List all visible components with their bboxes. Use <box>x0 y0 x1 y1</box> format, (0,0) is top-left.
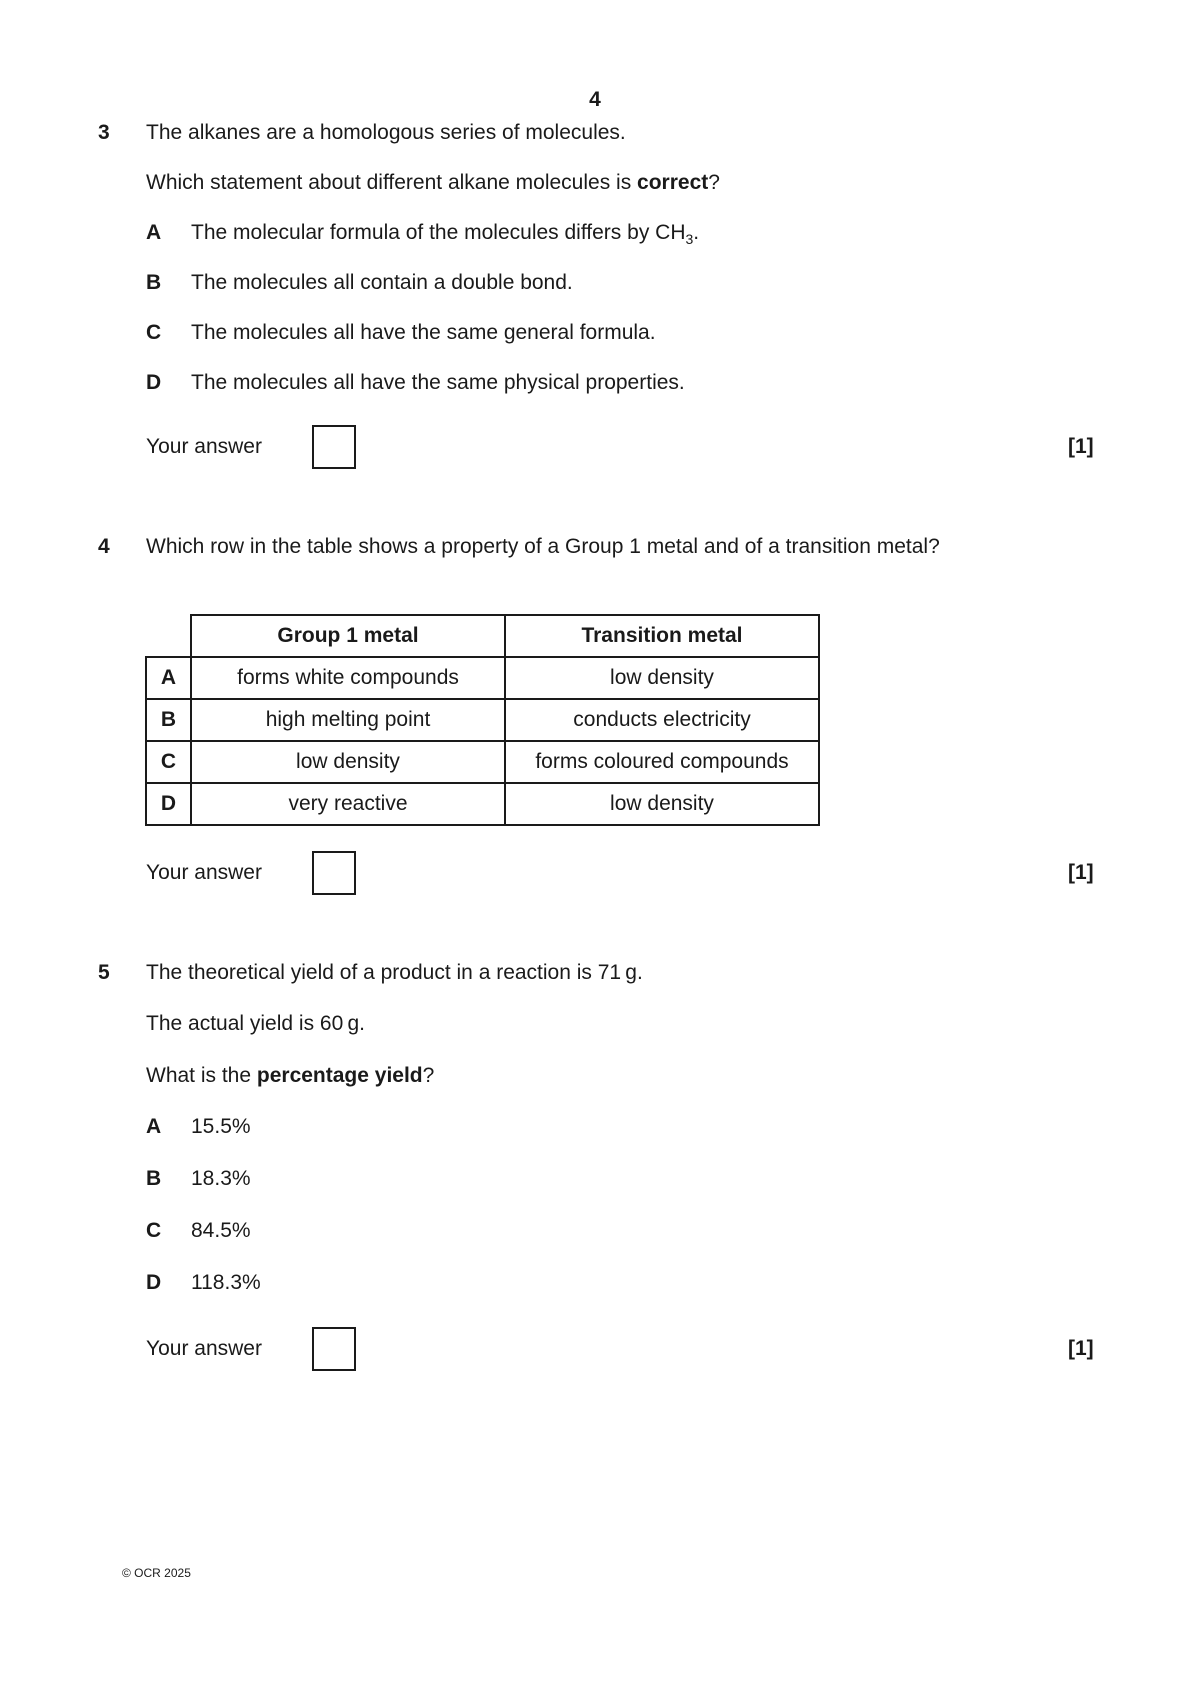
q3-answer-label: Your answer <box>146 435 262 458</box>
row-letter: A <box>146 657 191 699</box>
q5-option-text: 118.3% <box>191 1271 261 1294</box>
q4-marks: [1] <box>1068 861 1094 884</box>
q5-marks: [1] <box>1068 1337 1094 1360</box>
transition-cell: forms coloured compounds <box>505 741 819 783</box>
q4-answer-box[interactable] <box>312 851 356 895</box>
q3-option-letter: B <box>146 271 162 294</box>
row-letter: D <box>146 783 191 825</box>
q3-answer-box[interactable] <box>312 425 356 469</box>
table-header-row <box>146 615 819 657</box>
header-transition: Transition metal <box>505 615 819 657</box>
page-number: 4 <box>589 88 601 111</box>
q5-option-text: 18.3% <box>191 1167 251 1190</box>
metals-table <box>145 614 820 826</box>
group1-cell: very reactive <box>191 783 505 825</box>
q3-option-letter: D <box>146 371 162 394</box>
question-3-number: 3 <box>98 121 110 144</box>
q5-option-text: 15.5% <box>191 1115 251 1138</box>
transition-cell: low density <box>505 657 819 699</box>
row-letter: C <box>146 741 191 783</box>
header-group1: Group 1 metal <box>191 615 505 657</box>
q4-answer-label: Your answer <box>146 861 262 884</box>
q3-option-text: The molecular formula of the molecules differs by $CH_3$. <box>191 221 700 248</box>
q3-marks: [1] <box>1068 435 1094 458</box>
question-5-prompt: What is the percentage yield? <box>146 1064 435 1087</box>
question-3-stem: The alkanes are a homologous series of molecules. <box>146 121 626 144</box>
table-row <box>146 657 819 699</box>
copyright-footer: © OCR 2025 <box>122 1566 191 1580</box>
q5-option-letter: D <box>146 1271 162 1294</box>
table-row <box>146 741 819 783</box>
q5-option-letter: B <box>146 1167 162 1190</box>
row-letter: B <box>146 699 191 741</box>
group1-cell: forms white compounds <box>191 657 505 699</box>
group1-cell: high melting point <box>191 699 505 741</box>
question-3-prompt: Which statement about different alkane molecules is correct? <box>146 171 720 194</box>
question-4-number: 4 <box>98 535 110 558</box>
q3-option-letter: A <box>146 221 162 244</box>
q3-option-text: The molecules all have the same physical properties. <box>191 371 685 394</box>
q5-option-text: 84.5% <box>191 1219 251 1242</box>
transition-cell: conducts electricity <box>505 699 819 741</box>
table-row <box>146 783 819 825</box>
q5-option-letter: C <box>146 1219 162 1242</box>
q3-option-text: The molecules all have the same general formula. <box>191 321 656 344</box>
question-4-stem: Which row in the table shows a property of a Group 1 metal and of a transition metal? <box>146 535 940 558</box>
question-5-line2: The actual yield is 60 g. <box>146 1012 365 1035</box>
group1-cell: low density <box>191 741 505 783</box>
q5-answer-label: Your answer <box>146 1337 262 1360</box>
question-5-stem: The theoretical yield of a product in a reaction is 71 g. <box>146 961 643 984</box>
q5-answer-box[interactable] <box>312 1327 356 1371</box>
table-row <box>146 699 819 741</box>
question-5-number: 5 <box>98 961 110 984</box>
q3-option-letter: C <box>146 321 162 344</box>
transition-cell: low density <box>505 783 819 825</box>
q5-option-letter: A <box>146 1115 162 1138</box>
q3-option-text: The molecules all contain a double bond. <box>191 271 573 294</box>
